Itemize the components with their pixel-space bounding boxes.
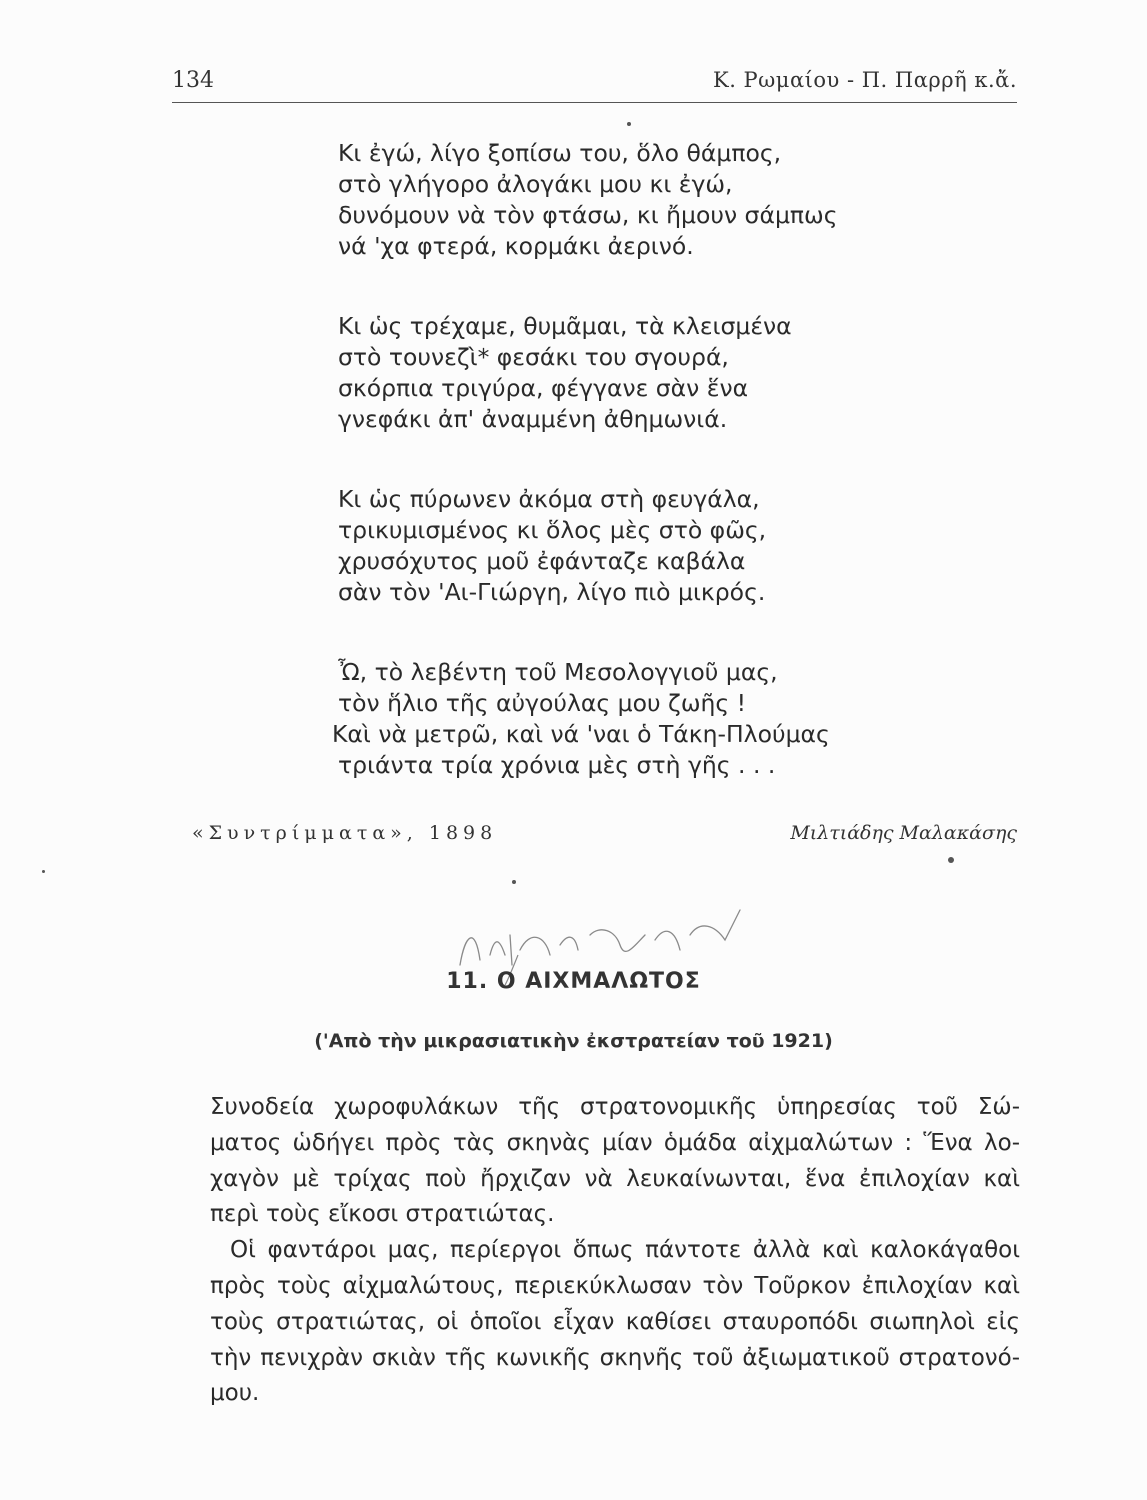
verse-line: χρυσόχυτος μοῦ ἐφάνταζε καβάλα [338,547,746,575]
verse-line: σὰν τὸν 'Αι-Γιώργη, λίγο πιὸ μικρός. [338,578,766,606]
verse-line: γνεφάκι ἀπ' ἀναμμένη ἀθημωνιά. [338,405,728,433]
prose-line: Συνοδεία χωροφυλάκων τῆς στρατονομικῆς ὑπηρεσίας τοῦ Σώ- [210,1094,1020,1120]
poem-stanza-1 [338,138,938,262]
prose-line: πρὸς τοὺς αἰχμαλώτους, περιεκύκλωσαν τὸν Τοῦρκον ἐπιλοχίαν καὶ [210,1272,1020,1299]
poem-stanza-3 [338,484,938,608]
verse-line: Καὶ νὰ μετρῶ, καὶ νά 'ναι ὁ Τάκη-Πλούμας [332,720,830,748]
ink-speck [627,122,631,126]
ink-speck [948,857,954,863]
verse-line: σκόρπια τριγύρα, φέγγανε σὰν ἕνα [338,374,749,402]
prose-body [210,1090,1020,1412]
page-number: 134 [172,68,214,93]
prose-line: ματος ὡδήγει πρὸς τὰς σκηνὰς μίαν ὁμάδα αἰχμαλώτων : Ἕνα λο- [210,1129,1020,1156]
page-header [172,66,1017,103]
running-head: Κ. Ρωμαίου - Π. Παρρῆ κ.ἄ. [713,68,1017,92]
prose-line: Οἱ φαντάροι μας, περίεργοι ὅπως πάντοτε ἀλλὰ καὶ καλοκάγαθοι [230,1237,1020,1264]
poem-stanza-4 [332,657,938,781]
verse-line: στὸ τουνεζὶ* φεσάκι του σγουρά, [338,343,729,371]
verse-line: Κι ὡς πύρωνεν ἀκόμα στὴ φευγάλα, [338,485,760,513]
poem-author: Μιλτιάδης Μαλακάσης [790,822,1017,844]
verse-line: στὸ γλήγορο ἀλογάκι μου κι ἐγώ, [338,170,733,198]
verse-line: Κι ὡς τρέχαμε, θυμᾶμαι, τὰ κλεισμένα [338,312,792,340]
poem-stanza-2 [338,311,938,435]
ink-speck [512,880,516,884]
verse-line: Κι ἐγώ, λίγο ξοπίσω του, ὅλο θάμπος, [338,139,782,167]
ink-speck [42,870,45,873]
verse-line: δυνόμουν νὰ τὸν φτάσω, κι ἤμουν σάμπως [338,201,838,229]
prose-line: τὴν πενιχρὰν σκιὰν τῆς κωνικῆς σκηνῆς τοῦ ἀξιωματικοῦ στρατονό- [210,1344,1020,1371]
verse-line: τὸν ἥλιο τῆς αὐγούλας μου ζωῆς ! [338,689,747,717]
verse-line: νά 'χα φτερά, κορμάκι ἀερινό. [338,232,694,260]
verse-line: τρικυμισμένος κι ὅλος μὲς στὸ φῶς, [338,516,767,544]
prose-line: χαγὸν μὲ τρίχας ποὺ ἤρχιζαν νὰ λευκαίνωνται, ἕνα ἐπιλοχίαν καὶ [210,1165,1020,1192]
chapter-subtitle: ('Απὸ τὴν μικρασιατικὴν ἐκστρατείαν τοῦ 1921) [314,1030,833,1052]
prose-line: τοὺς στρατιώτας, οἱ ὁποῖοι εἶχαν καθίσει σταυροπόδι σιωπηλοὶ εἰς [210,1308,1020,1335]
poem [332,138,938,830]
verse-line: τριάντα τρία χρόνια μὲς στὴ γῆς . . . [338,751,776,779]
chapter-title: 11. Ο ΑΙΧΜΑΛΩΤΟΣ [446,969,701,994]
poem-source: «Συντρίμματα», 1898 [192,822,498,844]
prose-line: περὶ τοὺς εἴκοσι στρατιώτας. [210,1201,555,1228]
prose-line: μου. [210,1380,260,1407]
verse-line: Ὦ, τὸ λεβέντη τοῦ Μεσολογγιοῦ μας, [338,658,778,686]
